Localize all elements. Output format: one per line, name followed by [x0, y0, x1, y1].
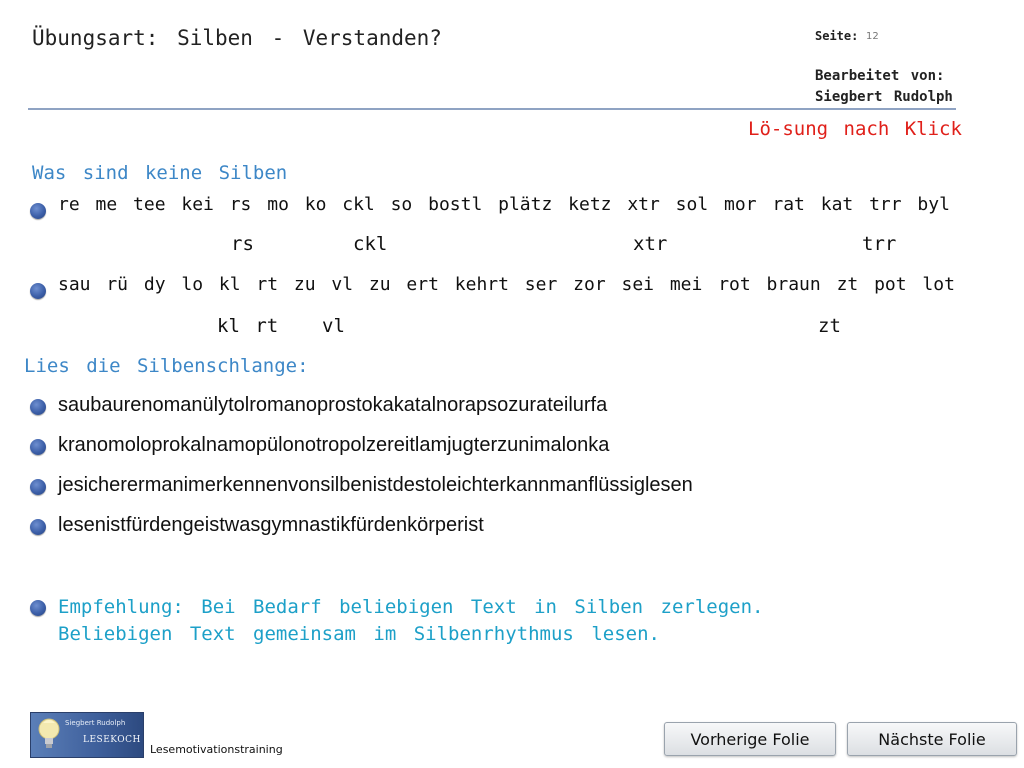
syllable-snake-2: kranomoloprokalnamopülonotropolzereitlamjugterzunimalonka: [58, 434, 610, 456]
answer-1-2: ckl: [353, 233, 388, 255]
answer-2-3: zt: [818, 315, 841, 337]
recommendation: [58, 594, 763, 648]
solution-hint[interactable]: Lö-sung nach Klick: [748, 118, 962, 140]
bullet-icon: [30, 283, 46, 299]
answer-2-1: kl rt: [217, 315, 279, 337]
author-block: [815, 66, 953, 108]
edited-by-label: Bearbeitet von:: [815, 68, 945, 84]
section-heading-syllable-snake: Lies die Silbenschlange:: [24, 355, 309, 377]
syllable-snake-3: jesicherermanimerkennenvonsilbenistdestoleichterkannmanflüssiglesen: [58, 474, 693, 496]
bullet-icon: [30, 600, 46, 616]
lesekoch-logo: [30, 712, 144, 758]
logo-brand-text: LESEKOCH: [83, 735, 141, 745]
recommendation-line-2: Beliebigen Text gemeinsam im Silbenrhythmus lesen.: [58, 623, 660, 645]
section-heading-no-syllables: Was sind keine Silben: [32, 162, 288, 184]
bullet-icon: [30, 439, 46, 455]
answer-2-2: vl: [322, 315, 345, 337]
previous-slide-button[interactable]: Vorherige Folie: [664, 722, 836, 756]
page-title: Übungsart: Silben - Verstanden?: [32, 26, 442, 50]
page-number: 12: [866, 31, 879, 42]
syllable-row-2: sau rü dy lo kl rt zu vl zu ert kehrt ser zor sei mei rot braun zt pot lot: [58, 274, 955, 295]
answer-1-1: rs: [231, 233, 254, 255]
answer-1-4: trr: [862, 233, 897, 255]
syllable-snake-4: lesenistfürdengeistwasgymnastikfürdenkörperist: [58, 514, 484, 536]
syllable-snake-1: saubaurenomanülytolromanoprostokakatalnorapsozurateilurfa: [58, 394, 608, 416]
answer-1-3: xtr: [633, 233, 668, 255]
logo-author-text: Siegbert Rudolph: [65, 719, 126, 727]
syllable-row-1: re me tee kei rs mo ko ckl so bostl plätz ketz xtr sol mor rat kat trr byl: [58, 194, 950, 215]
recommendation-line-1: Empfehlung: Bei Bedarf beliebigen Text in Silben zerlegen.: [58, 596, 764, 618]
bullet-icon: [30, 479, 46, 495]
bullet-icon: [30, 399, 46, 415]
lightbulb-logo-icon: [37, 717, 61, 751]
bullet-icon: [30, 203, 46, 219]
author-name: Siegbert Rudolph: [815, 89, 953, 105]
next-slide-button[interactable]: Nächste Folie: [847, 722, 1017, 756]
footer-label: Lesemotivationstraining: [150, 743, 283, 756]
header-divider: [28, 108, 956, 110]
bullet-icon: [30, 519, 46, 535]
page-number-label: Seite:: [815, 29, 859, 43]
